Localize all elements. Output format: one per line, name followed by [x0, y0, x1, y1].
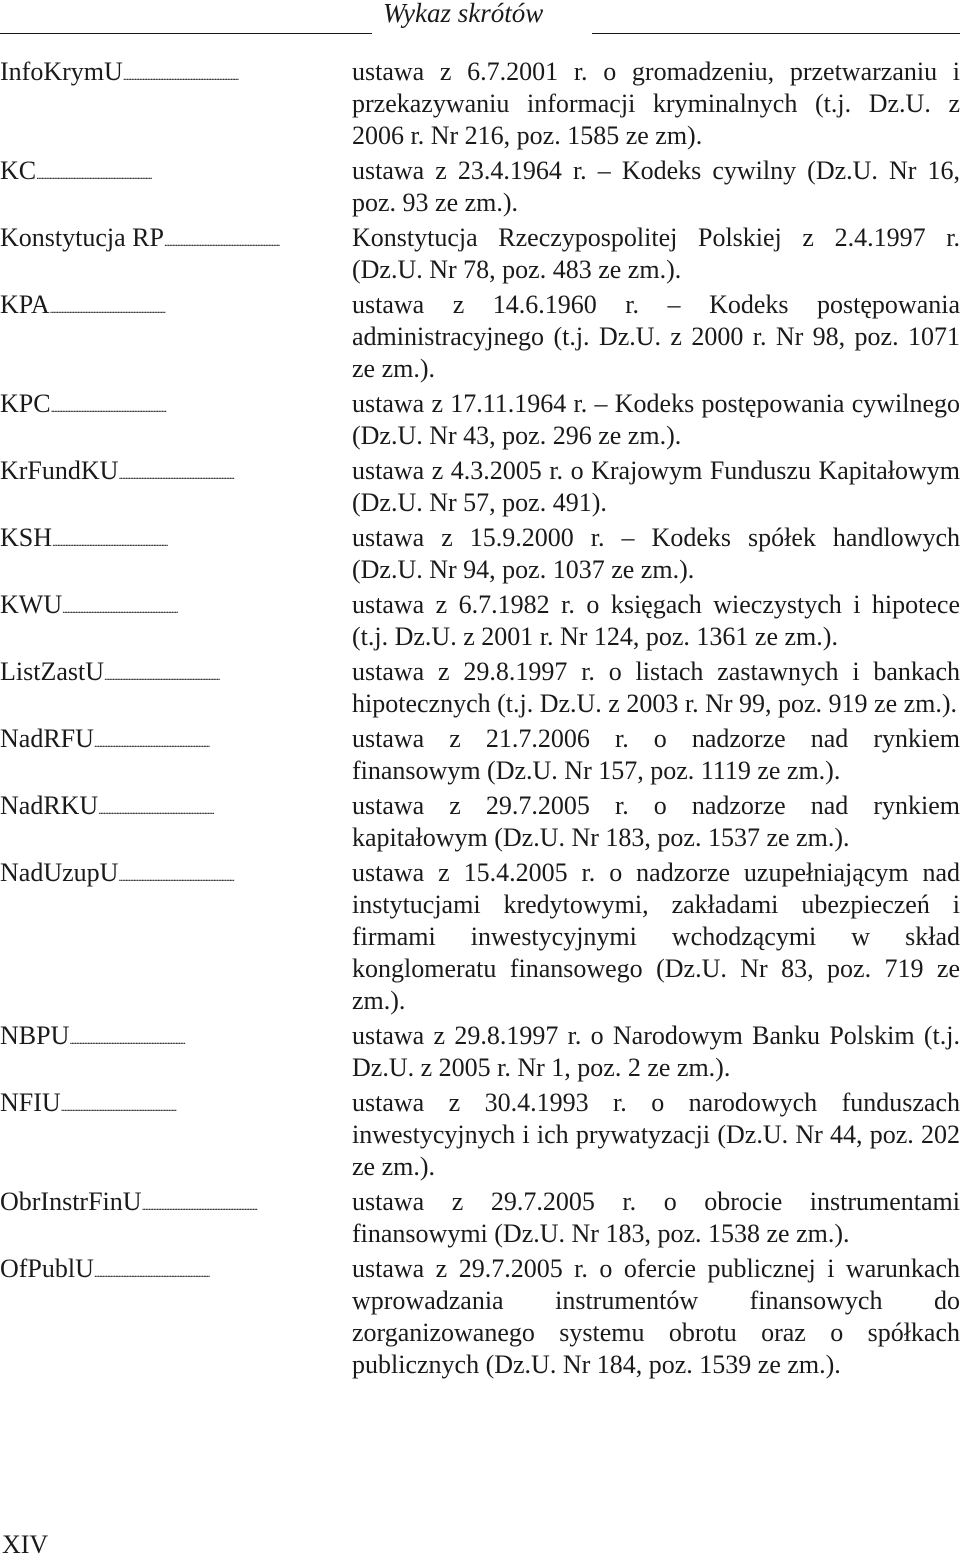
- list-item: [0, 1087, 960, 1183]
- abbreviation-label: KPC: [0, 389, 51, 418]
- abbreviation-label: Konstytucja RP: [0, 223, 164, 252]
- abbreviation-label: KPA: [0, 290, 50, 319]
- leader-dots: [118, 455, 318, 491]
- abbreviation-label: NFIU: [0, 1088, 61, 1117]
- abbreviation-term: [0, 222, 352, 258]
- header-rule-right: [592, 33, 960, 34]
- leader-dots: [94, 723, 318, 759]
- abbreviation-description: ustawa z 15.9.2000 r. – Kodeks spółek handlowych (Dz.U. Nr 94, poz. 1037 ze zm.).: [352, 523, 960, 584]
- leader-dots: [142, 1186, 318, 1222]
- list-item: [0, 455, 960, 519]
- abbreviation-description: ustawa z 23.4.1964 r. – Kodeks cywilny (Dz.U. Nr 16, poz. 93 ze zm.).: [352, 156, 960, 217]
- running-header: [0, 0, 960, 36]
- leader-dots: [104, 656, 318, 692]
- abbreviation-term: [0, 656, 352, 692]
- abbreviation-label: KSH: [0, 523, 53, 552]
- list-item: [0, 857, 960, 1017]
- abbreviation-label: NadRKU: [0, 791, 99, 820]
- abbreviation-label: NadRFU: [0, 724, 94, 753]
- abbreviation-label: KWU: [0, 590, 63, 619]
- abbreviation-description: ustawa z 6.7.2001 r. o gromadzeniu, przetwarzaniu i przekazywaniu informacji kryminalnych (t.j. Dz.U. z 2006 r. Nr 216, poz. 1585 ze zm).: [352, 57, 960, 150]
- abbreviation-description: ustawa z 21.7.2006 r. o nadzorze nad rynkiem finansowym (Dz.U. Nr 157, poz. 1119 ze zm.).: [352, 724, 960, 785]
- leader-dots: [69, 1020, 318, 1056]
- abbreviation-term: [0, 56, 352, 92]
- abbreviation-term: [0, 1087, 352, 1123]
- abbreviation-term: [0, 723, 352, 759]
- abbreviation-label: NBPU: [0, 1021, 70, 1050]
- abbreviation-description: ustawa z 29.7.2005 r. o obrocie instrumentami finansowymi (Dz.U. Nr 183, poz. 1538 ze zm.).: [352, 1187, 960, 1248]
- list-item: [0, 522, 960, 586]
- abbreviation-description: ustawa z 29.8.1997 r. o Narodowym Banku Polskim (t.j. Dz.U. z 2005 r. Nr 1, poz. 2 ze zm.).: [352, 1021, 960, 1082]
- abbreviation-label: KC: [0, 156, 37, 185]
- list-item: [0, 56, 960, 152]
- abbreviation-description: ustawa z 4.3.2005 r. o Krajowym Funduszu Kapitałowym (Dz.U. Nr 57, poz. 491).: [352, 456, 960, 517]
- abbreviation-term: [0, 589, 352, 625]
- abbreviation-description: ustawa z 29.7.2005 r. o nadzorze nad rynkiem kapitałowym (Dz.U. Nr 183, poz. 1537 ze zm.).: [352, 791, 960, 852]
- list-item: [0, 656, 960, 720]
- abbreviation-term: [0, 1186, 352, 1222]
- abbreviation-label: KrFundKU: [0, 456, 119, 485]
- abbreviation-description: ustawa z 6.7.1982 r. o księgach wieczystych i hipotece (t.j. Dz.U. z 2001 r. Nr 124, poz. 1361 ze zm.).: [352, 590, 960, 651]
- abbreviation-label: OfPublU: [0, 1254, 94, 1283]
- list-item: [0, 589, 960, 653]
- abbreviation-label: NadUzupU: [0, 858, 119, 887]
- abbreviation-term: [0, 1253, 352, 1289]
- abbreviation-list: [0, 56, 960, 1384]
- abbreviation-description: ustawa z 29.8.1997 r. o listach zastawnych i bankach hipotecznych (t.j. Dz.U. z 2003 r. Nr 99, poz. 919 ze zm.).: [352, 657, 960, 718]
- list-item: [0, 1186, 960, 1250]
- list-item: [0, 1020, 960, 1084]
- abbreviation-description: Konstytucja Rzeczypospolitej Polskiej z 2.4.1997 r. (Dz.U. Nr 78, poz. 483 ze zm.).: [352, 223, 960, 284]
- leader-dots: [50, 289, 318, 325]
- leader-dots: [61, 1087, 318, 1123]
- abbreviation-term: [0, 289, 352, 325]
- abbreviation-term: [0, 790, 352, 826]
- abbreviation-description: ustawa z 14.6.1960 r. – Kodeks postępowania administracyjnego (t.j. Dz.U. z 2000 r. Nr 98, poz. 1071 ze zm.).: [352, 290, 960, 383]
- page-number: XIV: [2, 1530, 49, 1559]
- leader-dots: [123, 56, 318, 92]
- list-item: [0, 222, 960, 286]
- leader-dots: [118, 857, 318, 893]
- abbreviation-label: ListZastU: [0, 657, 104, 686]
- abbreviation-term: [0, 857, 352, 893]
- leader-dots: [51, 388, 318, 424]
- abbreviation-term: [0, 1020, 352, 1056]
- leader-dots: [164, 222, 318, 258]
- abbreviation-term: [0, 455, 352, 491]
- abbreviation-label: ObrInstrFinU: [0, 1187, 142, 1216]
- abbreviation-description: ustawa z 17.11.1964 r. – Kodeks postępowania cywilnego (Dz.U. Nr 43, poz. 296 ze zm.).: [352, 389, 960, 450]
- abbreviation-term: [0, 388, 352, 424]
- leader-dots: [62, 589, 318, 625]
- list-item: [0, 790, 960, 854]
- abbreviation-description: ustawa z 29.7.2005 r. o ofercie publicznej i warunkach wprowadzania instrumentów finansowych do zorganizowanego systemu obrotu oraz o spółkach publicznych (Dz.U. Nr 184, poz. 1539 ze zm.).: [352, 1254, 960, 1379]
- abbreviation-description: ustawa z 30.4.1993 r. o narodowych funduszach inwestycyjnych i ich prywatyzacji (Dz.U. Nr 44, poz. 202 ze zm.).: [352, 1088, 960, 1181]
- leader-dots: [98, 790, 318, 826]
- leader-dots: [94, 1253, 318, 1289]
- abbreviation-term: [0, 155, 352, 191]
- leader-dots: [52, 522, 318, 558]
- list-item: [0, 1253, 960, 1381]
- page-title: Wykaz skrótów: [383, 0, 544, 28]
- list-item: [0, 289, 960, 385]
- list-item: [0, 155, 960, 219]
- list-item: [0, 723, 960, 787]
- abbreviation-label: InfoKrymU: [0, 57, 123, 86]
- header-rule-left: [0, 33, 372, 34]
- leader-dots: [36, 155, 318, 191]
- abbreviation-term: [0, 522, 352, 558]
- abbreviation-description: ustawa z 15.4.2005 r. o nadzorze uzupełniającym nad instytucjami kredytowymi, zakładami ubezpieczeń i firmami inwestycyjnymi wchodzącymi w skład konglomeratu finansowego (Dz.U. Nr 83, poz. 719 ze zm.).: [352, 858, 960, 1015]
- list-item: [0, 388, 960, 452]
